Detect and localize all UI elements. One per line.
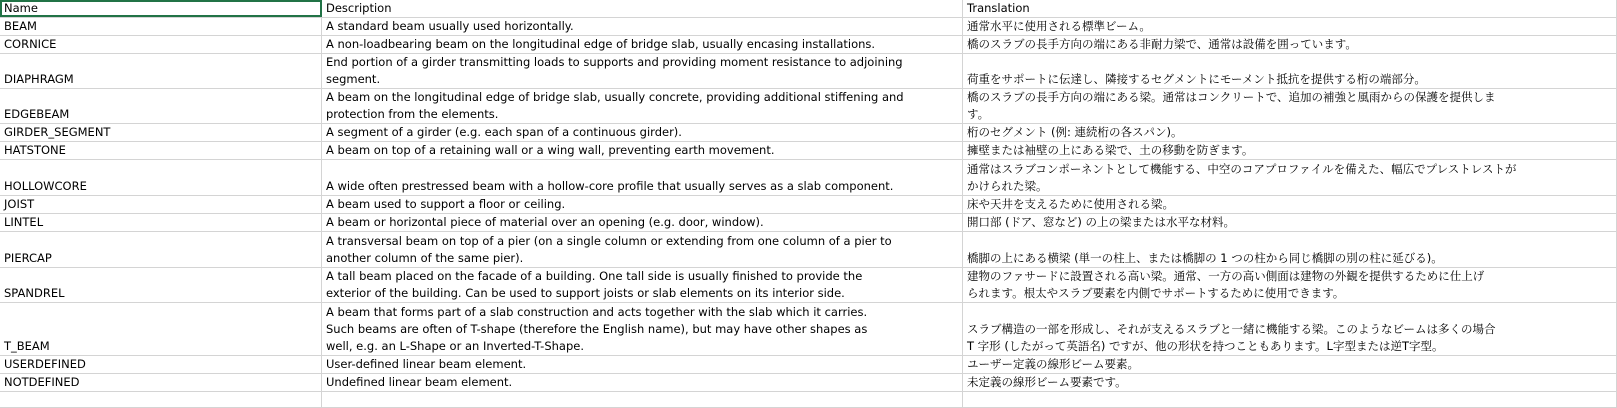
cell-header-translation[interactable]: Translation — [963, 0, 1617, 17]
cell-translation[interactable]: 橋脚の上にある横梁 (単一の柱上、または橋脚の 1 つの柱から同じ橋脚の別の柱に延びる)。 — [963, 232, 1617, 267]
cell-description[interactable]: A beam on the longitudinal edge of bridge slab, usually concrete, providing additional stiffening and protection from the elements. — [322, 89, 963, 123]
table-row — [0, 36, 1617, 54]
cell-name[interactable]: HOLLOWCORE — [0, 160, 322, 195]
cell-description[interactable]: User-defined linear beam element. — [322, 356, 963, 373]
cell-translation[interactable]: 桁のセグメント (例: 連続桁の各スパン)。 — [963, 124, 1617, 141]
cell-name[interactable]: T_BEAM — [0, 303, 322, 355]
cell-name[interactable]: NOTDEFINED — [0, 374, 322, 391]
table-row — [0, 303, 1617, 356]
cell-name[interactable]: LINTEL — [0, 214, 322, 231]
cell-translation[interactable]: 建物のファサードに設置される高い梁。通常、一方の高い側面は建物の外観を提供するために仕上げ られます。根太やスラブ要素を内側でサポートするために使用できます。 — [963, 268, 1617, 302]
cell-translation[interactable]: 床や天井を支えるために使用される梁。 — [963, 196, 1617, 213]
table-row — [0, 392, 1617, 408]
cell-description[interactable]: A tall beam placed on the facade of a building. One tall side is usually finished to provide the exterior of the building. Can be used to support joists or slab elements on its interior side. — [322, 268, 963, 302]
table-row — [0, 356, 1617, 374]
header-row — [0, 0, 1617, 18]
cell-translation[interactable]: 荷重をサポートに伝達し、隣接するセグメントにモーメント抵抗を提供する桁の端部分。 — [963, 54, 1617, 88]
cell-name[interactable]: BEAM — [0, 18, 322, 35]
cell-description[interactable]: A segment of a girder (e.g. each span of a continuous girder). — [322, 124, 963, 141]
cell-name[interactable]: EDGEBEAM — [0, 89, 322, 123]
cell-translation[interactable]: 開口部 (ドア、窓など) の上の梁または水平な材料。 — [963, 214, 1617, 231]
cell-name[interactable]: GIRDER_SEGMENT — [0, 124, 322, 141]
table-row — [0, 196, 1617, 214]
cell-description[interactable]: Undefined linear beam element. — [322, 374, 963, 391]
cell-name[interactable]: CORNICE — [0, 36, 322, 53]
cell-description[interactable]: A beam that forms part of a slab construction and acts together with the slab which it carries. Such beams are often of T-shape (therefore the English name), but may have other shapes as well, e.g. an L-Shape or an Inverted-T-Shape. — [322, 303, 963, 355]
table-row — [0, 142, 1617, 160]
cell-translation[interactable]: 橋のスラブの長手方向の端にある梁。通常はコンクリートで、追加の補強と風雨からの保護を提供しま す。 — [963, 89, 1617, 123]
cell-empty[interactable] — [322, 392, 963, 407]
cell-name[interactable]: PIERCAP — [0, 232, 322, 267]
cell-description[interactable]: A transversal beam on top of a pier (on a single column or extending from one column of a pier to another column of the same pier). — [322, 232, 963, 267]
cell-translation[interactable]: 擁壁または袖壁の上にある梁で、土の移動を防ぎます。 — [963, 142, 1617, 159]
cell-name[interactable]: JOIST — [0, 196, 322, 213]
cell-empty[interactable] — [963, 392, 1617, 407]
table-row — [0, 268, 1617, 303]
cell-translation[interactable]: 未定義の線形ビーム要素です。 — [963, 374, 1617, 391]
cell-empty[interactable] — [0, 392, 322, 407]
cell-name[interactable]: DIAPHRAGM — [0, 54, 322, 88]
cell-description[interactable]: A wide often prestressed beam with a hollow-core profile that usually serves as a slab component. — [322, 160, 963, 195]
cell-description[interactable]: A beam used to support a floor or ceiling. — [322, 196, 963, 213]
table-row — [0, 374, 1617, 392]
cell-description[interactable]: A non-loadbearing beam on the longitudinal edge of bridge slab, usually encasing installations. — [322, 36, 963, 53]
cell-translation[interactable]: 通常水平に使用される標準ビーム。 — [963, 18, 1617, 35]
table-row — [0, 89, 1617, 124]
table-row — [0, 124, 1617, 142]
cell-name[interactable]: USERDEFINED — [0, 356, 322, 373]
cell-name[interactable]: HATSTONE — [0, 142, 322, 159]
cell-translation[interactable]: 橋のスラブの長手方向の端にある非耐力梁で、通常は設備を囲っています。 — [963, 36, 1617, 53]
cell-description[interactable]: A standard beam usually used horizontally. — [322, 18, 963, 35]
table-row — [0, 214, 1617, 232]
cell-header-name[interactable]: Name — [0, 0, 322, 17]
table-row — [0, 18, 1617, 36]
cell-name[interactable]: SPANDREL — [0, 268, 322, 302]
table-row — [0, 54, 1617, 89]
cell-header-description[interactable]: Description — [322, 0, 963, 17]
cell-translation[interactable]: スラブ構造の一部を形成し、それが支えるスラブと一緒に機能する梁。このようなビームは多くの場合 T 字形 (したがって英語名) ですが、他の形状を持つこともあります。L字型または逆T字型。 — [963, 303, 1617, 355]
cell-translation[interactable]: ユーザー定義の線形ビーム要素。 — [963, 356, 1617, 373]
cell-description[interactable]: A beam or horizontal piece of material over an opening (e.g. door, window). — [322, 214, 963, 231]
cell-description[interactable]: End portion of a girder transmitting loads to supports and providing moment resistance to adjoining segment. — [322, 54, 963, 88]
cell-translation[interactable]: 通常はスラブコンポーネントとして機能する、中空のコアプロファイルを備えた、幅広でプレストレストが かけられた梁。 — [963, 160, 1617, 195]
table-row — [0, 232, 1617, 268]
cell-description[interactable]: A beam on top of a retaining wall or a wing wall, preventing earth movement. — [322, 142, 963, 159]
table-row — [0, 160, 1617, 196]
